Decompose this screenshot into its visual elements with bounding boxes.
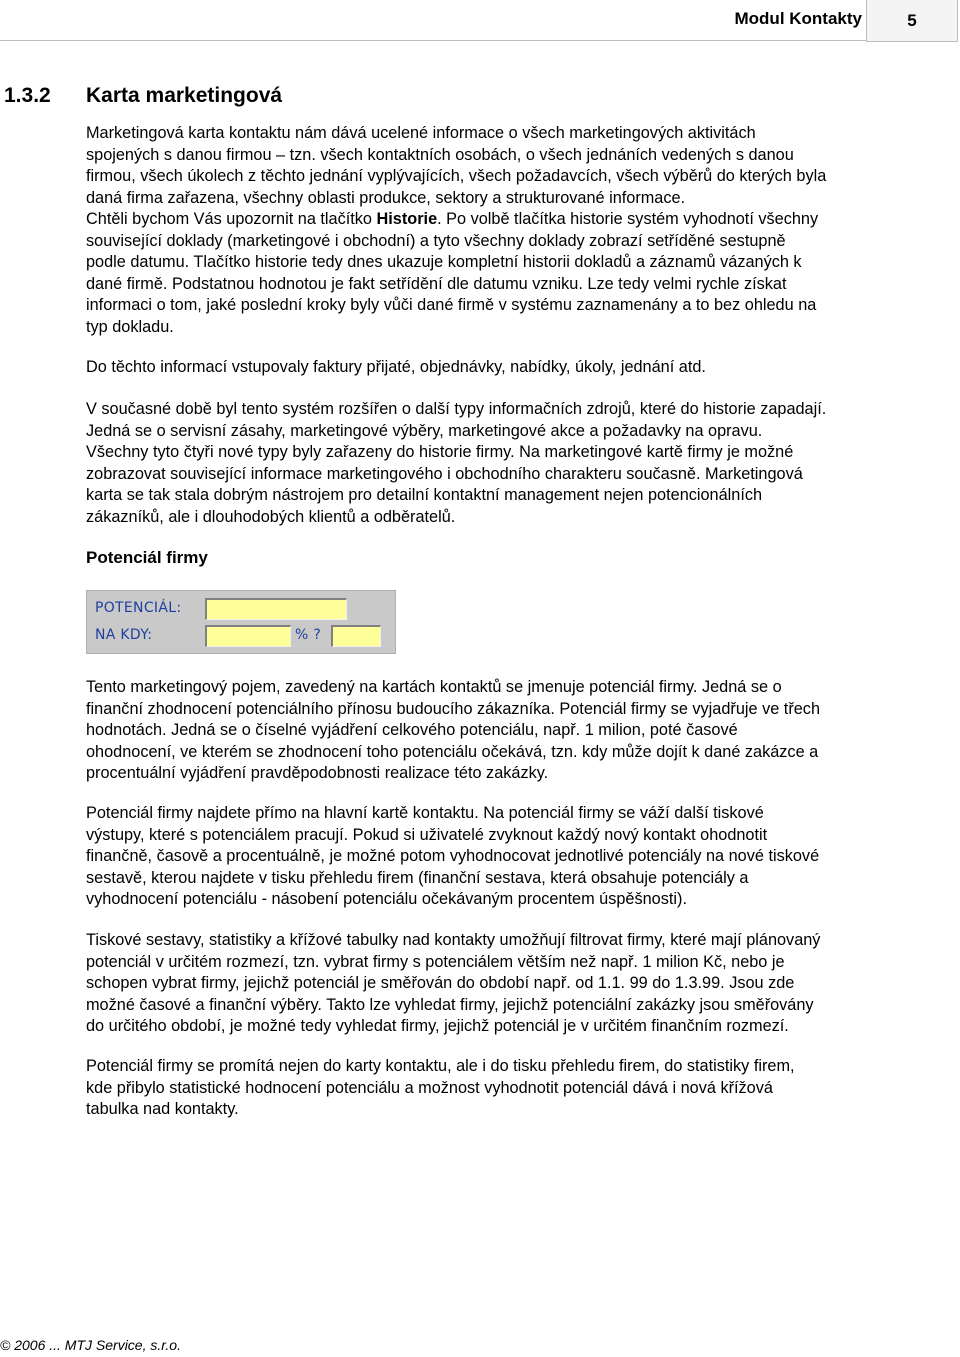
header-rule [0, 40, 866, 41]
percent-input[interactable] [331, 625, 381, 647]
na-kdy-input[interactable] [205, 625, 291, 647]
text-line: zobrazovat související informace marketingového i obchodního charakteru současně. Marketingová [86, 464, 803, 483]
text-line: potenciál v určitém rozmezí, tzn. vybrat firmy s potenciálem větším než např. 1 milion Kč, nebo je [86, 952, 785, 971]
text-line: daná firma zařazena, všechny oblasti produkce, sektory a strukturované informace. [86, 188, 686, 207]
text-line: karta se tak stala dobrým nástrojem pro detailní kontaktní management nejen potencionálních [86, 486, 763, 504]
section-heading [4, 83, 282, 109]
historie-button-name: Historie [376, 210, 438, 228]
text-line: procentuální vyjádření pravděpodobnosti realizace této zakázky. [86, 764, 549, 782]
footer-copyright: © 2006 ... MTJ Service, s.r.o. [0, 1337, 181, 1353]
text-line: Marketingová karta kontaktu nám dává ucelené informace o všech marketingových aktivitách [86, 124, 756, 142]
text-line: ohodnocení, ve kterém se zhodnocení toho potenciálu očekává, tzn. kdy může dojít k dané zakázce a [86, 742, 819, 761]
text-line: Tento marketingový pojem, zavedený na kartách kontaktů se jmenuje potenciál firmy. Jedná se o [86, 678, 782, 696]
text-line: tabulka nad kontakty. [86, 1100, 239, 1118]
na-kdy-label: NA KDY: [95, 627, 153, 643]
text-line: vyhodnocení potenciálu - násobení potenciálu očekávaným procentem úspěšnosti). [86, 890, 687, 908]
potencial-label: POTENCIÁL: [95, 600, 182, 616]
text-fragment: Chtěli bychom Vás upozornit na tlačítko [86, 210, 377, 228]
section-title: Karta marketingová [86, 84, 283, 107]
text-line: informaci o tom, jaké poslední kroky byly vůči dané firmě v systému zaznamenány a to bez ohledu na [86, 296, 817, 314]
text-line: firmou, všech úkolech z těchto jednání vyplývajících, všech požadavcích, všech výběrů do kterých byla [86, 167, 827, 185]
text-line: finančně, časově a procentuálně, je možné potom vyhodnocovat jednotlivé potenciály na nové tiskové [86, 847, 820, 865]
potencial-input[interactable] [205, 598, 347, 620]
paragraph-reports [86, 930, 956, 1038]
text-line: možné časové a finanční výběry. Takto lze vyhledat firmy, jejichž potenciální zakázky jsou směřovány [86, 995, 814, 1014]
paragraph-intro [86, 123, 956, 209]
potencial-widget [86, 590, 396, 654]
paragraph-potencial-def [86, 677, 956, 785]
text-fragment: . Po volbě tlačítka historie systém vyhodnotí všechny [437, 210, 819, 228]
text-line [86, 209, 956, 231]
text-line: podle datumu. Tlačítko historie tedy dnes ukazuje kompletní historii dokladů a záznamů vázaných k [86, 253, 802, 271]
text-line: Do těchto informací vstupovaly faktury přijaté, objednávky, nabídky, úkoly, jednání atd. [86, 358, 706, 376]
paragraph-historie [86, 209, 956, 338]
text-line: V současné době byl tento systém rozšířen o další typy informačních zdrojů, které do historie zapadají. [86, 400, 827, 418]
text-line: Potenciál firmy se promítá nejen do karty kontaktu, ale i do tisku přehledu firem, do statistiky firem, [86, 1057, 795, 1075]
text-line: typ dokladu. [86, 317, 174, 336]
text-line: dané firmě. Podstatnou hodnotou je fakt setřídění dle datumu vzniku. Lze tedy velmi rychle získat [86, 274, 787, 293]
text-line: sestavě, kterou najdete v tisku přehledu firem (finanční sestava, která obsahuje potenciály a [86, 868, 749, 887]
text-line: schopen vybrat firmy, jejichž potenciál je směřován do období např. od 1.1. 99 do 1.3.99. Jsou zde [86, 974, 795, 992]
section-number: 1.3.2 [4, 84, 51, 107]
text-line: výstupy, které s potenciálem pracují. Pokud si uživatelé zvyknout každý nový kontakt ohodnotit [86, 825, 768, 844]
paragraph-statistics [86, 1056, 956, 1121]
text-line: hodnotách. Jedná se o číselné vyjádření celkového potenciálu, např. 1 milion, poté časové [86, 721, 738, 739]
text-line: Tiskové sestavy, statistiky a křížové tabulky nad kontakty umožňují filtrovat firmy, které mají plánovaný [86, 931, 821, 949]
text-line: Jedná se o servisní zásahy, marketingové výběry, marketingové akce a požadavky na opravu. [86, 421, 763, 440]
subheading-potencial: Potenciál firmy [86, 548, 208, 567]
text-line: Všechny tyto čtyři nové typy byly zařazeny do historie firmy. Na marketingové kartě firmy je možné [86, 443, 794, 461]
page-number: 5 [866, 0, 958, 42]
text-line: Potenciál firmy najdete přímo na hlavní kartě kontaktu. Na potenciál firmy se váží další tiskové [86, 804, 764, 822]
text-line: spojených s danou firmou – tzn. všech kontaktních osobách, o všech jednáních vedených s danou [86, 145, 794, 164]
paragraph-potencial-location [86, 803, 956, 911]
text-line: do určitého období, je možné tedy vyhledat firmy, jejichž potenciál je v určitém finančním rozmezí. [86, 1017, 789, 1035]
text-line: související doklady (marketingové i obchodní) a tyto všechny doklady zobrazí setříděné sestupně [86, 231, 786, 250]
paragraph-sources [86, 357, 956, 379]
text-line: kde přibylo statistické hodnocení potenciálu a možnost vyhodnotit potenciál dává i nová křížová [86, 1078, 773, 1097]
text-line: zákazníků, ale i dlouhodobých klientů a odběratelů. [86, 507, 456, 526]
percent-label: % ? [295, 627, 322, 643]
text-line: finanční zhodnocení potenciálního přínosu budoucího zákazníka. Potenciál firmy se vyjadřuje ve třech [86, 699, 820, 718]
header-title: Modul Kontakty [734, 9, 862, 28]
paragraph-extension [86, 399, 956, 528]
